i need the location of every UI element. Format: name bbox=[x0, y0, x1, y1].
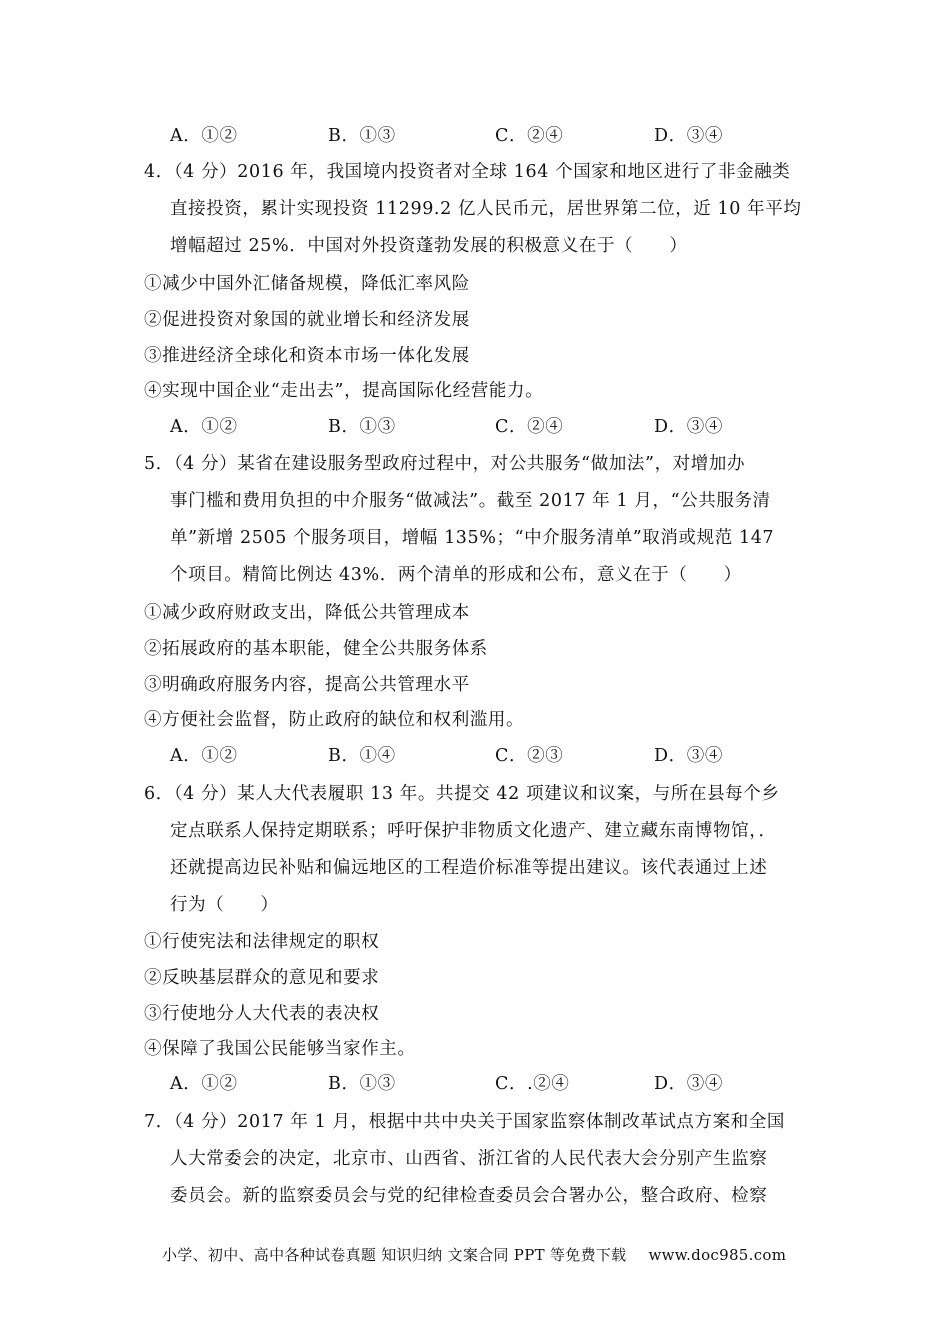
q4-stem-line: 直接投资，累计实现投资 11299.2 亿人民币元，居世界第二位，近 10 年平均 bbox=[170, 199, 802, 219]
q3-options bbox=[170, 118, 810, 154]
footer-url-link[interactable]: www.doc985.com bbox=[648, 1246, 787, 1264]
q5-option-d[interactable]: D．③④ bbox=[654, 746, 723, 766]
q6-option-d[interactable]: D．③④ bbox=[654, 1074, 723, 1094]
q5-statement: ①减少政府财政支出，降低公共管理成本 bbox=[144, 603, 470, 623]
q6-statement: ①行使宪法和法律规定的职权 bbox=[144, 932, 380, 952]
q4-statement: ③推进经济全球化和资本市场一体化发展 bbox=[144, 346, 470, 366]
q4-option-a[interactable]: A．①② bbox=[170, 417, 238, 437]
q7-stem-line: 人大常委会的决定，北京市、山西省、浙江省的人民代表大会分别产生监察 bbox=[170, 1149, 768, 1169]
q3-option-a[interactable]: A．①② bbox=[170, 126, 238, 146]
q6-option-b[interactable]: B．①③ bbox=[328, 1074, 396, 1094]
page-footer bbox=[162, 1241, 786, 1269]
q4-option-d[interactable]: D．③④ bbox=[654, 417, 723, 437]
q5-stem-line: 事门槛和费用负担的中介服务“做减法”。截至 2017 年 1 月，“公共服务清 bbox=[170, 491, 771, 511]
q5-statement: ②拓展政府的基本职能，健全公共服务体系 bbox=[144, 639, 488, 659]
q6-option-c[interactable]: C．.②④ bbox=[495, 1074, 570, 1094]
q4-statement: ④实现中国企业“走出去”，提高国际化经营能力。 bbox=[144, 381, 544, 401]
q6-statement: ④保障了我国公民能够当家作主。 bbox=[144, 1039, 416, 1059]
q4-option-c[interactable]: C．②④ bbox=[495, 417, 564, 437]
q3-option-b[interactable]: B．①③ bbox=[328, 126, 396, 146]
q5-option-b[interactable]: B．①④ bbox=[328, 746, 396, 766]
q6-option-a[interactable]: A．①② bbox=[170, 1074, 238, 1094]
q6-stem-line: 6．（4 分）某人大代表履职 13 年。共提交 42 项建议和议案，与所在县每个乡 bbox=[144, 784, 780, 804]
q5-option-a[interactable]: A．①② bbox=[170, 746, 238, 766]
q4-stem-line: 增幅超过 25%．中国对外投资蓬勃发展的积极意义在于（ ） bbox=[170, 236, 688, 256]
q7-stem-line: 7．（4 分）2017 年 1 月，根据中共中央关于国家监察体制改革试点方案和全国 bbox=[144, 1112, 786, 1132]
q4-statement: ①减少中国外汇储备规模，降低汇率风险 bbox=[144, 274, 470, 294]
q5-statement: ④方便社会监督，防止政府的缺位和权利滥用。 bbox=[144, 710, 525, 730]
q6-statement: ②反映基层群众的意见和要求 bbox=[144, 968, 380, 988]
q6-statement: ③行使地分人大代表的表决权 bbox=[144, 1004, 380, 1024]
q4-statement: ②促进投资对象国的就业增长和经济发展 bbox=[144, 310, 470, 330]
q3-option-c[interactable]: C．②④ bbox=[495, 126, 564, 146]
q6-stem-line: 还就提高边民补贴和偏远地区的工程造价标准等提出建议。该代表通过上述 bbox=[170, 858, 768, 878]
q4-option-b[interactable]: B．①③ bbox=[328, 417, 396, 437]
q7-stem-line: 委员会。新的监察委员会与党的纪律检查委员会合署办公，整合政府、检察 bbox=[170, 1186, 768, 1206]
q5-option-c[interactable]: C．②③ bbox=[495, 746, 564, 766]
q6-stem-line: 定点联系人保持定期联系；呼吁保护非物质文化遗产、建立藏东南博物馆，． bbox=[170, 821, 777, 841]
q5-stem-line: 单”新增 2505 个服务项目，增幅 135%；“中介服务清单”取消或规范 147 bbox=[170, 528, 775, 548]
q6-stem-line: 行为（ ） bbox=[170, 895, 279, 915]
footer-text: 小学、初中、高中各种试卷真题 知识归纳 文案合同 PPT 等免费下载 bbox=[162, 1246, 627, 1264]
q5-statement: ③明确政府服务内容，提高公共管理水平 bbox=[144, 675, 470, 695]
q6-options bbox=[170, 1066, 810, 1102]
q5-stem-line: 个项目。精简比例达 43%．两个清单的形成和公布，意义在于（ ） bbox=[170, 565, 742, 585]
q5-stem-line: 5．（4 分）某省在建设服务型政府过程中，对公共服务“做加法”，对增加办 bbox=[144, 454, 746, 474]
q4-options bbox=[170, 409, 810, 445]
q5-options bbox=[170, 738, 810, 774]
q4-stem-line: 4．（4 分）2016 年，我国境内投资者对全球 164 个国家和地区进行了非金融类 bbox=[144, 162, 791, 182]
q3-option-d[interactable]: D．③④ bbox=[654, 126, 723, 146]
